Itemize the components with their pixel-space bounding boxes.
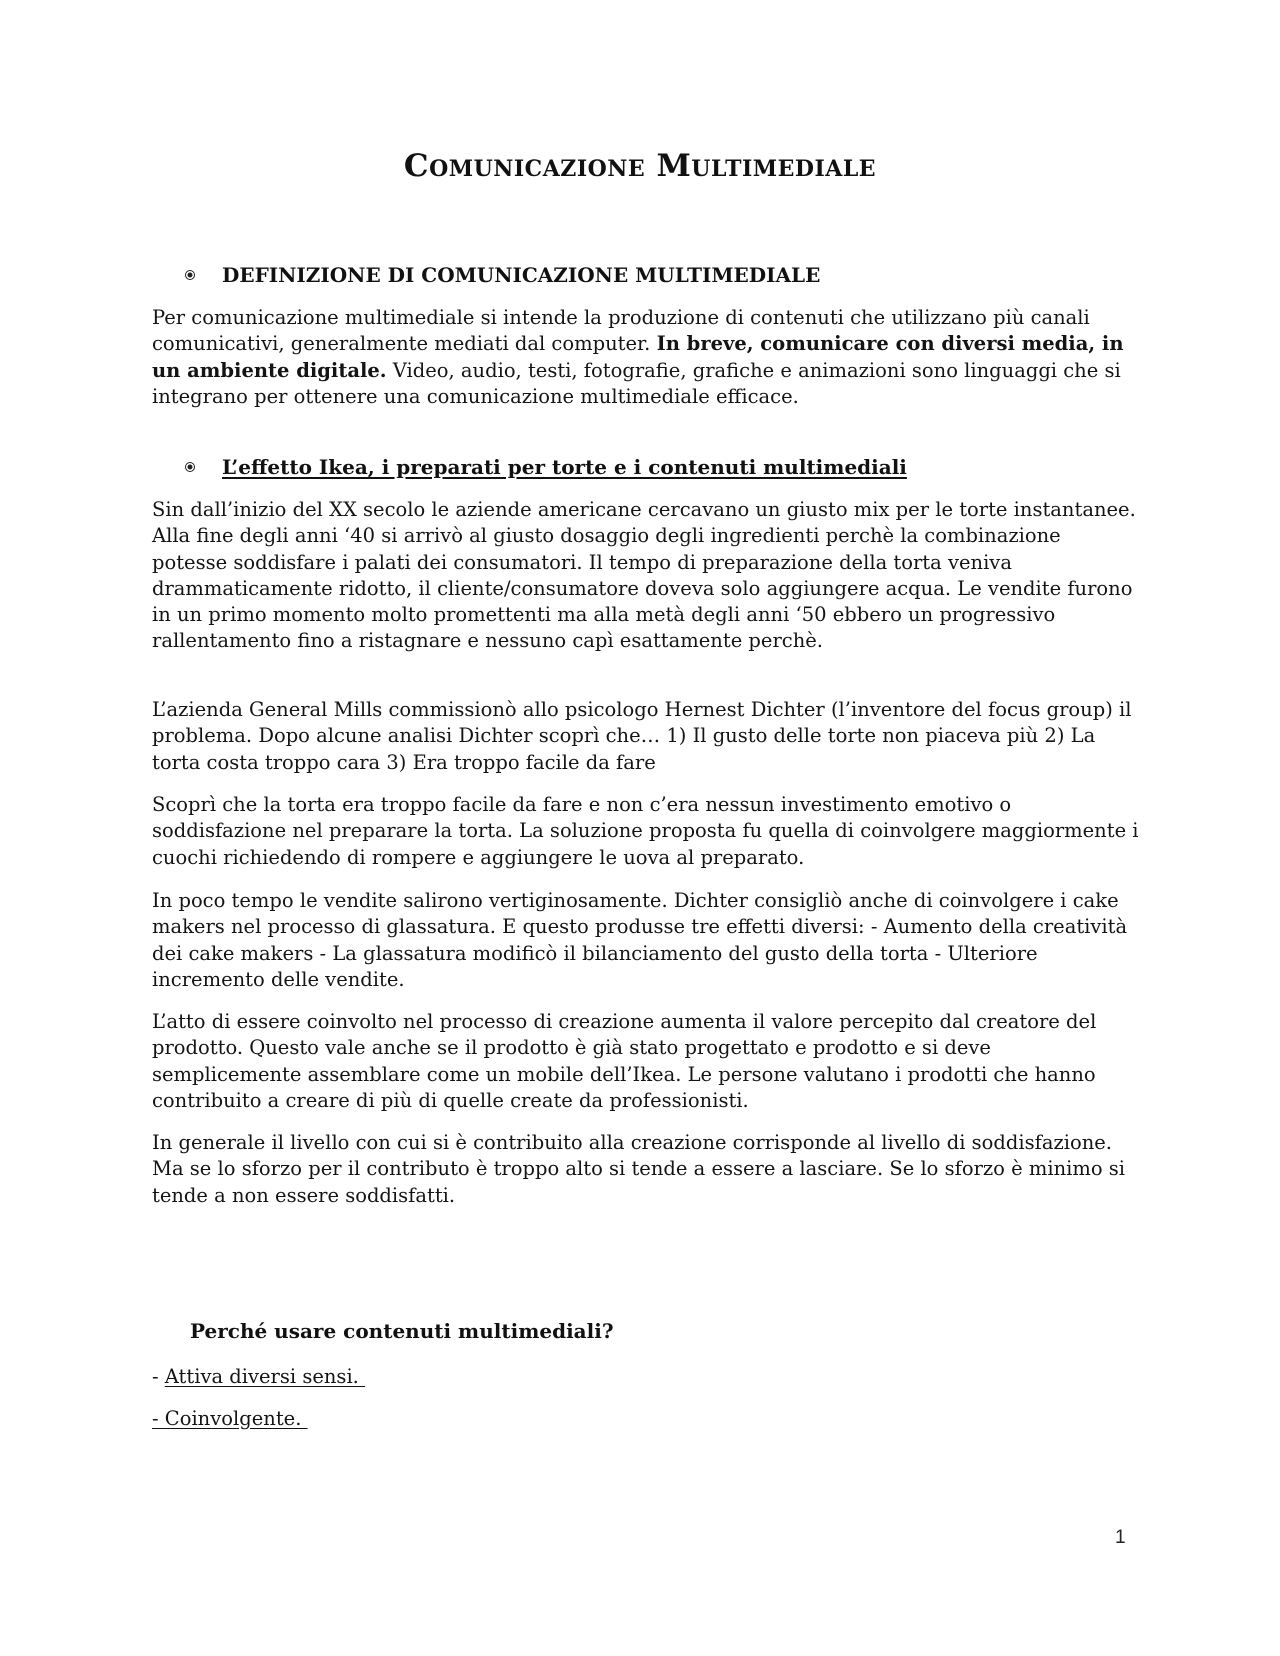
paragraph: In poco tempo le vendite salirono vertiginosamente. Dichter consigliò anche di coinvolgere i cake makers nel processo di glassatura. E questo produsse tre effetti diversi: - Aumento della creatività dei cake makers - La glassatura modificò il bilanciamento del gusto della torta - Ulteriore incremento delle vendite. xyxy=(152,889,1128,991)
paragraph: L’atto di essere coinvolto nel processo di creazione aumenta il valore percepito dal creatore del prodotto. Questo vale anche se il prodotto è già stato progettato e prodotto e si deve semplicemente assemblare come un mobile dell’Ikea. Le persone valutano i prodotti che hanno contribuito a creare di più di quelle create da professionisti. xyxy=(152,1010,1097,1112)
paragraph-text: Video, audio, testi, fotografie, grafiche e animazioni sono linguaggi che si integrano per ottenere una comunicazione multimediale efficace. xyxy=(152,358,1121,408)
sub-heading-perche: Perché usare contenuti multimediali? xyxy=(190,1319,614,1343)
paragraph-text: Per comunicazione multimediale si intende la produzione di contenuti che utilizzano più canali comunicativi, generalmente mediati dal computer. xyxy=(152,306,1090,356)
paragraph: Scoprì che la torta era troppo facile da fare e non c’era nessun investimento emotivo o soddisfazione nel preparare la torta. La soluzione proposta fu quella di coinvolgere maggiormente i cuochi richiedendo di rompere e aggiungere le uova al preparato. xyxy=(152,793,1139,869)
section-heading-definizione xyxy=(186,263,820,287)
paragraph-definizione xyxy=(152,305,1142,410)
section-heading-text: L’effetto Ikea, i preparati per torte e i contenuti multimediali xyxy=(222,455,907,479)
bullet-icon xyxy=(186,271,194,279)
page-number: 1 xyxy=(1115,1527,1126,1548)
bullet-icon xyxy=(186,463,194,471)
section-heading-effetto-ikea xyxy=(186,455,907,479)
list-item: - Coinvolgente. xyxy=(152,1407,308,1430)
document-title: Comunicazione Multimediale xyxy=(403,148,877,184)
paragraph-bold-text: In breve, comunicare con diversi media, in un ambiente digitale. xyxy=(152,332,1124,382)
list-item xyxy=(152,1365,365,1388)
list-item-text: Attiva diversi sensi. xyxy=(164,1365,366,1388)
section-heading-text: DEFINIZIONE DI COMUNICAZIONE MULTIMEDIALE xyxy=(222,263,821,287)
list-item-prefix: - xyxy=(152,1365,165,1388)
paragraph: L’azienda General Mills commissionò allo psicologo Hernest Dichter (l’inventore del focus group) il problema. Dopo alcune analisi Dichter scoprì che… 1) Il gusto delle torte non piaceva più 2) La torta costa troppo cara 3) Era troppo facile da fare xyxy=(152,698,1132,774)
paragraph: Sin dall’inizio del XX secolo le aziende americane cercavano un giusto mix per le torte instantanee. Alla fine degli anni ‘40 si arrivò al giusto dosaggio degli ingredienti perchè la combinazione potesse soddisfare i palati dei consumatori. Il tempo di preparazione della torta veniva drammaticamente ridotto, il cliente/consumatore doveva solo aggiungere acqua. Le vendite furono in un primo momento molto promettenti ma alla metà degli anni ‘50 ebbero un progressivo rallentamento fino a ristagnare e nessuno capì esattamente perchè. xyxy=(152,498,1136,653)
paragraph: In generale il livello con cui si è contribuito alla creazione corrisponde al livello di soddisfazione. Ma se lo sforzo per il contributo è troppo alto si tende a essere a lasciare. Se lo sforzo è minimo si tende a non essere soddisfatti. xyxy=(152,1131,1126,1207)
